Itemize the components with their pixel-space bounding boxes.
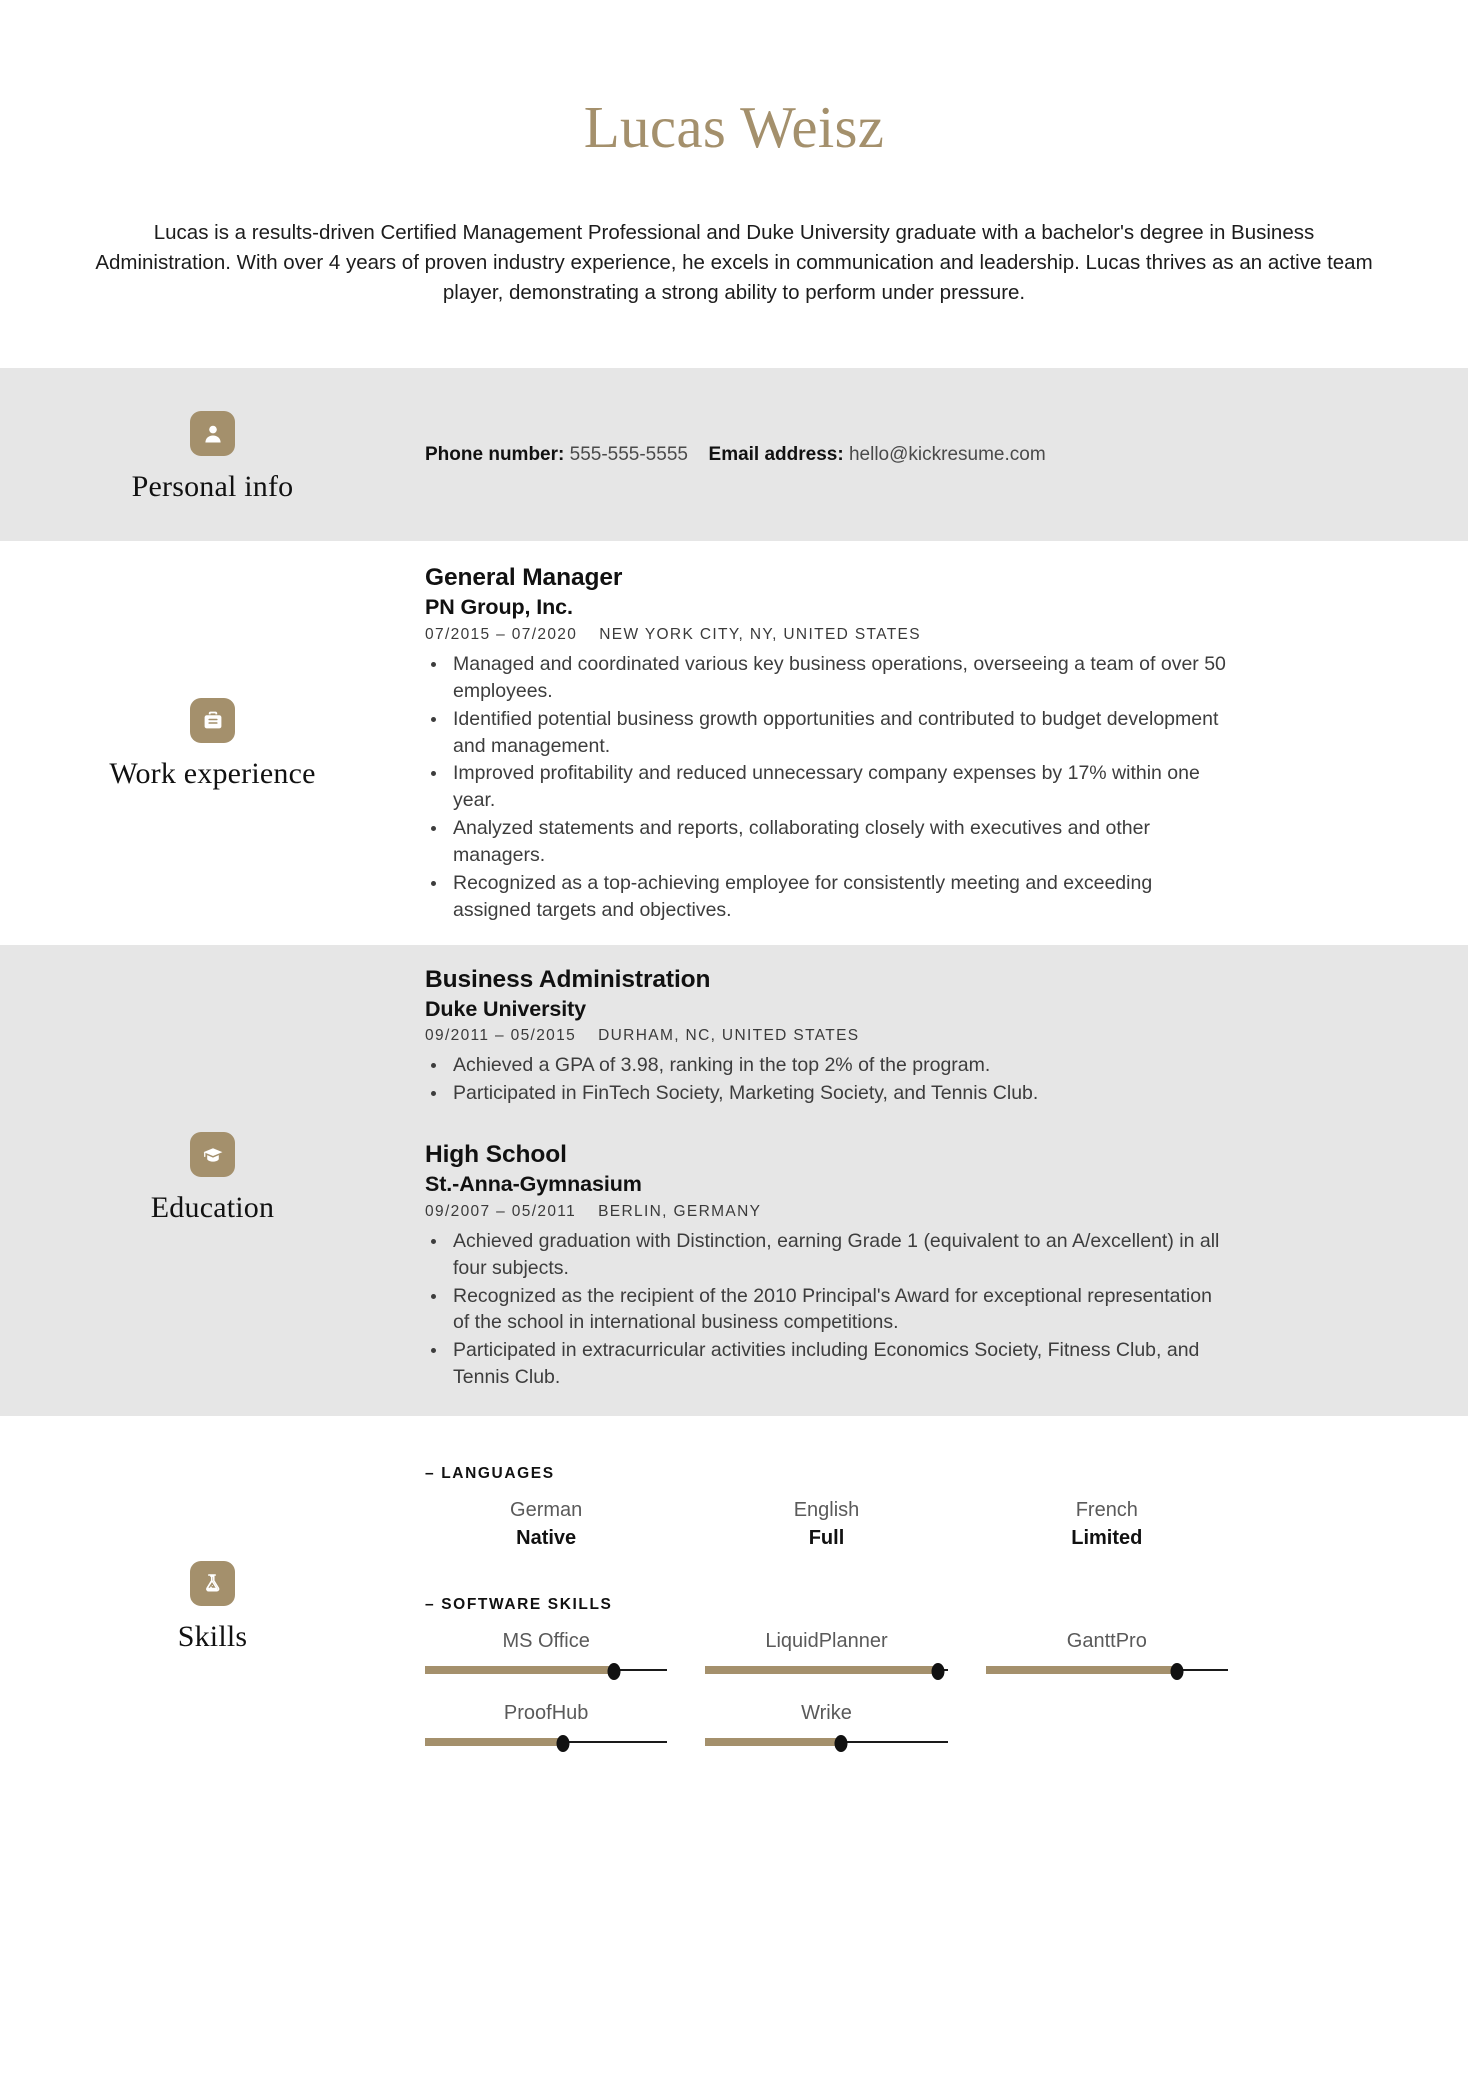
- entry-dates: 07/2015 – 07/2020: [425, 625, 578, 643]
- entry-organization: Duke University: [425, 996, 587, 1021]
- section-personal-info-aside: [0, 368, 425, 541]
- phone-label: Phone number:: [425, 443, 565, 465]
- language-item: [705, 1497, 947, 1552]
- bullet-item: Identified potential business growth opportunities and contributed to budget development and management.: [425, 706, 1228, 760]
- slider-fill: [705, 1738, 841, 1746]
- skills-group-heading: [425, 1596, 1228, 1614]
- section-title-personal-info: Personal info: [131, 470, 294, 504]
- heading-label: LANGUAGES: [441, 1464, 555, 1482]
- bullet-item: Participated in FinTech Society, Marketing Society, and Tennis Club.: [425, 1080, 1228, 1107]
- skill-rating-slider[interactable]: [425, 1662, 667, 1678]
- language-level: Full: [808, 1527, 845, 1550]
- skill-item-empty: [986, 1700, 1228, 1750]
- flask-icon: [190, 1561, 235, 1606]
- email-value: hello@kickresume.com: [848, 443, 1046, 465]
- entry-bullets: [425, 651, 1228, 924]
- email-label: Email address:: [708, 443, 844, 465]
- entry-position: High School: [425, 1141, 567, 1169]
- entry-organization: St.-Anna-Gymnasium: [425, 1172, 642, 1197]
- section-title-work-experience: Work experience: [109, 756, 316, 790]
- skill-item: [986, 1628, 1228, 1678]
- section-skills-aside: [0, 1434, 425, 1780]
- bullet-item: Achieved a GPA of 3.98, ranking in the top 2% of the program.: [425, 1052, 1228, 1079]
- skill-rating-slider[interactable]: [425, 1734, 667, 1750]
- entry-meta: [425, 1203, 1228, 1221]
- software-skills-grid: [425, 1628, 1228, 1750]
- bullet-item: Analyzed statements and reports, collaborating closely with executives and other managers.: [425, 815, 1228, 869]
- language-item: [425, 1497, 667, 1552]
- graduation-cap-icon: [190, 1132, 235, 1177]
- header-spacer: [0, 308, 1468, 368]
- person-icon: [190, 411, 235, 456]
- skill-rating-slider[interactable]: [705, 1734, 947, 1750]
- language-level: Limited: [1071, 1527, 1143, 1550]
- skill-name: ProofHub: [503, 1701, 589, 1724]
- entry-dates: 09/2011 – 05/2015: [425, 1027, 577, 1045]
- language-name: English: [793, 1498, 860, 1521]
- section-work-experience-body: [425, 563, 1468, 925]
- work-entry: [425, 563, 1228, 925]
- skill-rating-slider[interactable]: [705, 1662, 947, 1678]
- phone-value: 555-555-5555: [569, 443, 688, 465]
- skills-group-software: [425, 1596, 1228, 1750]
- slider-fill: [425, 1666, 614, 1674]
- section-skills: [0, 1416, 1468, 1808]
- section-personal-info-body: [425, 368, 1468, 541]
- bullet-item: Recognized as the recipient of the 2010 Principal's Award for exceptional representation of the school in international business competitions.: [425, 1283, 1228, 1337]
- entry-bullets: [425, 1052, 1228, 1107]
- entry-position: General Manager: [425, 564, 623, 592]
- entry-position: Business Administration: [425, 965, 711, 993]
- skills-group-languages: [425, 1465, 1228, 1552]
- heading-dash: –: [425, 1464, 436, 1482]
- heading-dash: –: [425, 1595, 436, 1613]
- skill-rating-slider[interactable]: [986, 1662, 1228, 1678]
- bullet-item: Achieved graduation with Distinction, earning Grade 1 (equivalent to an A/excellent) in all four subjects.: [425, 1228, 1228, 1282]
- section-skills-body: [425, 1434, 1468, 1780]
- section-education: [0, 945, 1468, 1416]
- education-entry: [425, 965, 1228, 1108]
- languages-grid: [425, 1497, 1228, 1552]
- section-title-education: Education: [150, 1191, 275, 1225]
- slider-knob[interactable]: [931, 1663, 944, 1680]
- bullet-item: Participated in extracurricular activities including Economics Society, Fitness Club, and Tennis Club.: [425, 1337, 1228, 1391]
- entry-organization: PN Group, Inc.: [425, 595, 573, 620]
- section-work-experience: [0, 541, 1468, 945]
- slider-knob[interactable]: [557, 1735, 570, 1752]
- slider-fill: [705, 1666, 938, 1674]
- skill-item: [425, 1700, 667, 1750]
- section-title-skills: Skills: [177, 1619, 248, 1653]
- heading-label: SOFTWARE SKILLS: [441, 1595, 613, 1613]
- resume-header: [0, 0, 1468, 308]
- education-entry: [425, 1140, 1228, 1392]
- skill-item: [705, 1628, 947, 1678]
- entry-location: NEW YORK CITY, NY, UNITED STATES: [599, 625, 921, 643]
- skill-item: [425, 1628, 667, 1678]
- bullet-item: Managed and coordinated various key business operations, overseeing a team of over 50 employees.: [425, 651, 1228, 705]
- section-work-experience-aside: [0, 563, 425, 925]
- contact-line: [425, 441, 1228, 470]
- language-level: Native: [516, 1527, 577, 1550]
- section-education-body: [425, 965, 1468, 1392]
- skill-name: Wrike: [801, 1701, 852, 1724]
- skill-name: MS Office: [502, 1629, 590, 1652]
- footer-spacer: [0, 1808, 1468, 2040]
- candidate-name: Lucas Weisz: [583, 94, 885, 160]
- language-name: French: [1075, 1498, 1138, 1521]
- entry-meta: [425, 1027, 1228, 1045]
- skill-name: GanttPro: [1066, 1629, 1147, 1652]
- language-item: [986, 1497, 1228, 1552]
- entry-meta: [425, 626, 1228, 644]
- profile-summary: Lucas is a results-driven Certified Management Professional and Duke University graduate with a bachelor's degree in Business Administration. With over 4 years of proven industry experience, he excels in communication and leadership. Lucas thrives as an active team player, demonstrating a strong ability to perform under pressure.: [95, 220, 1373, 305]
- slider-fill: [986, 1666, 1177, 1674]
- slider-knob[interactable]: [835, 1735, 848, 1752]
- language-name: German: [510, 1498, 583, 1521]
- entry-location: BERLIN, GERMANY: [598, 1202, 762, 1220]
- slider-fill: [425, 1738, 563, 1746]
- entry-bullets: [425, 1228, 1228, 1391]
- skill-item: [705, 1700, 947, 1750]
- bullet-item: Recognized as a top-achieving employee for consistently meeting and exceeding assigned targets and objectives.: [425, 870, 1228, 924]
- skills-group-heading: [425, 1465, 1228, 1483]
- section-education-aside: [0, 965, 425, 1392]
- section-personal-info: [0, 368, 1468, 541]
- briefcase-icon: [190, 698, 235, 743]
- slider-knob[interactable]: [608, 1663, 621, 1680]
- entry-dates: 09/2007 – 05/2011: [425, 1202, 577, 1220]
- slider-knob[interactable]: [1171, 1663, 1184, 1680]
- entry-location: DURHAM, NC, UNITED STATES: [598, 1027, 860, 1045]
- skill-name: LiquidPlanner: [765, 1629, 888, 1652]
- bullet-item: Improved profitability and reduced unnecessary company expenses by 17% within one year.: [425, 760, 1228, 814]
